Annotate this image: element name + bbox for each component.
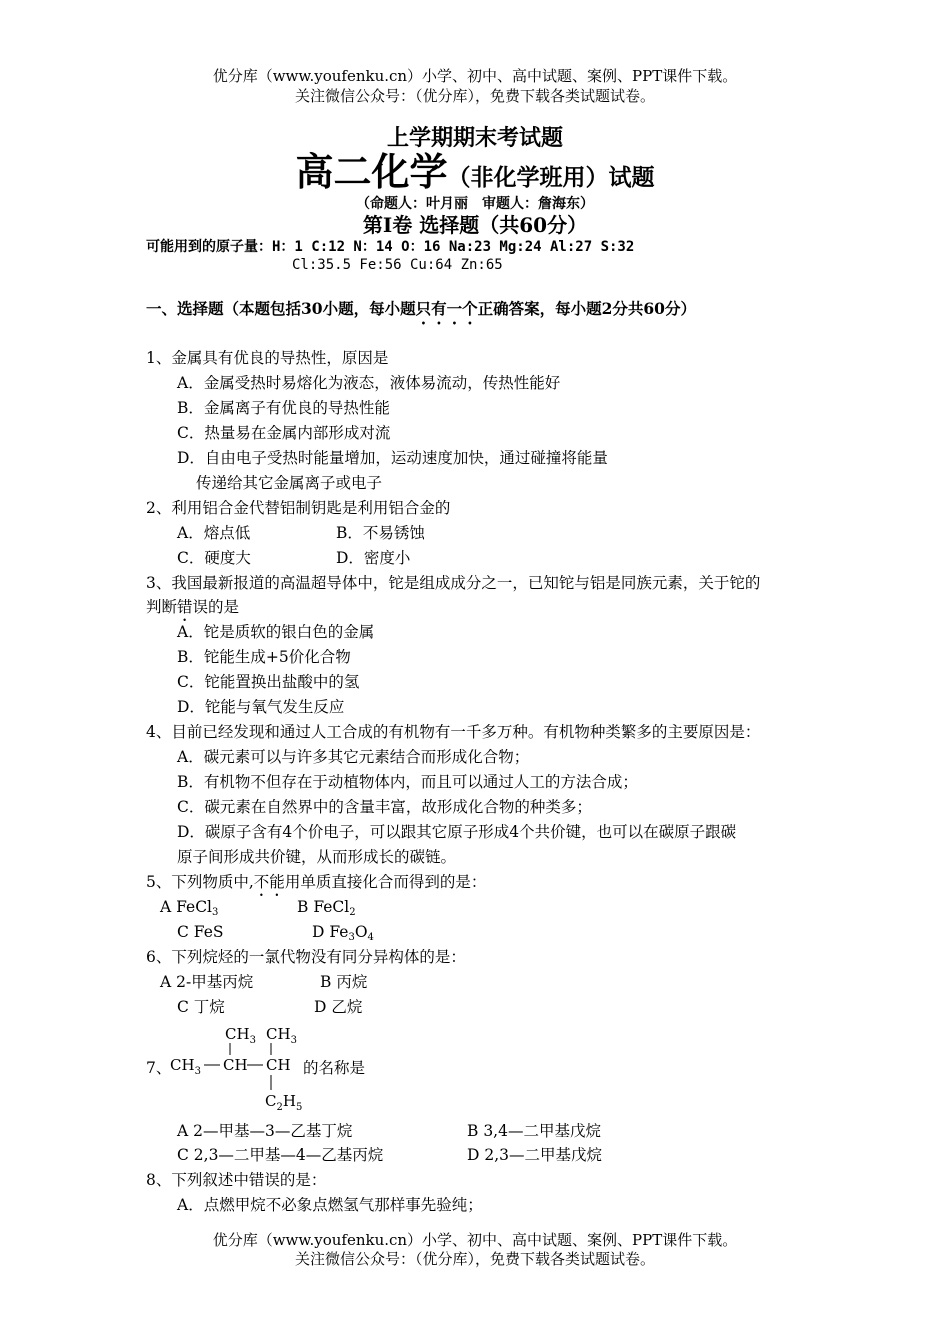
q3-stem-after: 误的是 (192, 598, 240, 616)
q4-option-c: C．碳元素在自然界中的含量丰富，故形成化合物的种类多； (177, 798, 592, 816)
footer-line-1: 优分库（www.youfenku.cn）小学、初中、高中试题、案例、PPT课件下载。 (212, 1231, 738, 1249)
q4-stem: 4、目前已经发现和通过人工合成的有机物有一千多万种。有机物种类繁多的主要原因是： (146, 723, 761, 741)
q2-option-a: A．熔点低 (177, 524, 251, 542)
q5-option-d-sub1: 3 (348, 932, 355, 943)
struct-ch-2: CH (266, 1056, 291, 1074)
q7-option-b: B 3,4—二甲基戊烷 (467, 1122, 601, 1140)
q3-stem-before: 判断 (146, 598, 178, 616)
q8-option-a: A．点燃甲烷不必象点燃氢气那样事先验纯； (177, 1196, 483, 1214)
q5-stem-after: 用单质直接化合而得到的是： (284, 873, 487, 891)
struct-top-ch3-left: $CH_3$ (225, 1025, 256, 1046)
header-line-2: 关注微信公众号：（优分库），免费下载各类试题试卷。 (294, 87, 655, 105)
q5-option-c: C FeS (177, 923, 224, 941)
q1-option-d: D．自由电子受热时能量增加，运动速度加快，通过碰撞将能量 (177, 449, 608, 467)
q1-option-a: A．金属受热时易熔化为液态，液体易流动，传热性能好 (177, 374, 561, 392)
q7-option-d: D 2,3—二甲基戊烷 (467, 1146, 603, 1164)
q7-option-a: A 2—甲基—3—乙基丁烷 (177, 1122, 353, 1140)
q5-option-b-text: B FeCl (297, 898, 350, 916)
q1-stem: 1、金属具有优良的导热性，原因是 (146, 349, 389, 367)
q6-option-a: A 2-甲基丙烷 (160, 973, 254, 991)
subject-title-paren: （非化学班用） (447, 164, 609, 191)
part-heading (146, 297, 696, 328)
q2-option-b: B．不易锈蚀 (336, 524, 425, 542)
q3-option-a: A．铊是质软的银白色的金属 (177, 623, 375, 641)
q3-option-c: C．铊能置换出盐酸中的氢 (177, 673, 360, 691)
q6-option-d: D 乙烷 (314, 998, 363, 1016)
q3-stem-emphasis: 错 (177, 598, 193, 616)
struct-c2h5: $C_2H_5$ (265, 1092, 303, 1113)
q6-stem: 6、下列烷烃的一氯代物没有同分异构体的是： (146, 948, 466, 966)
q7-structural-formula (168, 1020, 308, 1115)
q1-option-c: C．热量易在金属内部形成对流 (177, 424, 391, 442)
q6-option-c: C 丁烷 (177, 998, 225, 1016)
header-line-1: 优分库（www.youfenku.cn）小学、初中、高中试题、案例、PPT课件下载。 (212, 67, 738, 85)
q5-option-d-text: D Fe (312, 923, 349, 941)
subject-title-end: 试题 (608, 164, 655, 191)
q3-option-d: D．铊能与氧气发生反应 (177, 698, 345, 716)
q2-option-c: C．硬度大 (177, 549, 251, 567)
q4-option-a: A．碳元素可以与许多其它元素结合而形成化合物； (177, 748, 530, 766)
q2-stem: 2、利用铝合金代替铝制钥匙是利用铝合金的 (146, 499, 451, 517)
q1-option-d-cont: 传递给其它金属离子或电子 (196, 474, 383, 492)
exam-title: 上学期期末考试题 (386, 125, 563, 151)
q3-option-b: B．铊能生成+5价化合物 (177, 648, 351, 666)
q5-stem-before: 5、下列物质中, (146, 873, 254, 891)
q5-option-a-text: A FeCl (160, 898, 213, 916)
struct-top-ch3-right: $CH_3$ (266, 1025, 297, 1046)
part-heading-after: 正确答案，每小题2分共60分） (477, 299, 696, 318)
q6-option-b: B 丙烷 (320, 973, 368, 991)
struct-ch-1: CH (223, 1056, 248, 1074)
q5-stem-emphasis: 不能 (253, 873, 285, 891)
q4-option-b: B．有机物不但存在于动植物体内，而且可以通过人工的方法合成； (177, 773, 638, 791)
q4-option-d: D．碳原子含有4个价电子，可以跟其它原子形成4个共价键，也可以在碳原子跟碳 (177, 823, 737, 841)
section-title: 第Ⅰ卷 选择题（共60分） (362, 213, 588, 237)
q2-option-d: D．密度小 (336, 549, 411, 567)
q5-option-d-mid: O (354, 923, 368, 941)
atomic-mass-line-2: Cl:35.5 Fe:56 Cu:64 Zn:65 (292, 257, 503, 273)
subject-title-main: 高二化学 (295, 149, 448, 194)
q7-number: 7、 (146, 1059, 172, 1077)
q8-stem: 8、下列叙述中错误的是： (146, 1171, 327, 1189)
q4-option-d-cont: 原子间形成共价键，从而形成长的碳链。 (177, 848, 457, 866)
q5-option-d-sub2: 4 (367, 932, 374, 943)
q7-stem-suffix: 的名称是 (303, 1059, 366, 1077)
atomic-mass-line-1: 可能用到的原子量：H：1 C:12 N：14 O：16 Na:23 Mg:24 Al:27 S:32 (146, 239, 635, 255)
authors-line: （命题人：叶月丽 审题人：詹海东） (356, 196, 594, 212)
part-heading-emphasis: 只有一个 (415, 299, 478, 318)
q5-option-b-sub: 2 (349, 907, 356, 918)
q1-option-b: B．金属离子有优良的导热性能 (177, 399, 390, 417)
q7-option-c: C 2,3—二甲基—4—乙基丙烷 (177, 1146, 384, 1164)
struct-left-ch3: $CH_3$ (170, 1056, 201, 1077)
part-heading-before: 一、选择题（本题包括30小题，每小题 (146, 299, 416, 318)
footer-line-2: 关注微信公众号：（优分库），免费下载各类试题试卷。 (294, 1250, 655, 1268)
q5-option-a-sub: 3 (212, 907, 219, 918)
q3-stem-line-1: 3、我国最新报道的高温超导体中，铊是组成成分之一，已知铊与铝是同族元素，关于铊的 (146, 574, 761, 592)
